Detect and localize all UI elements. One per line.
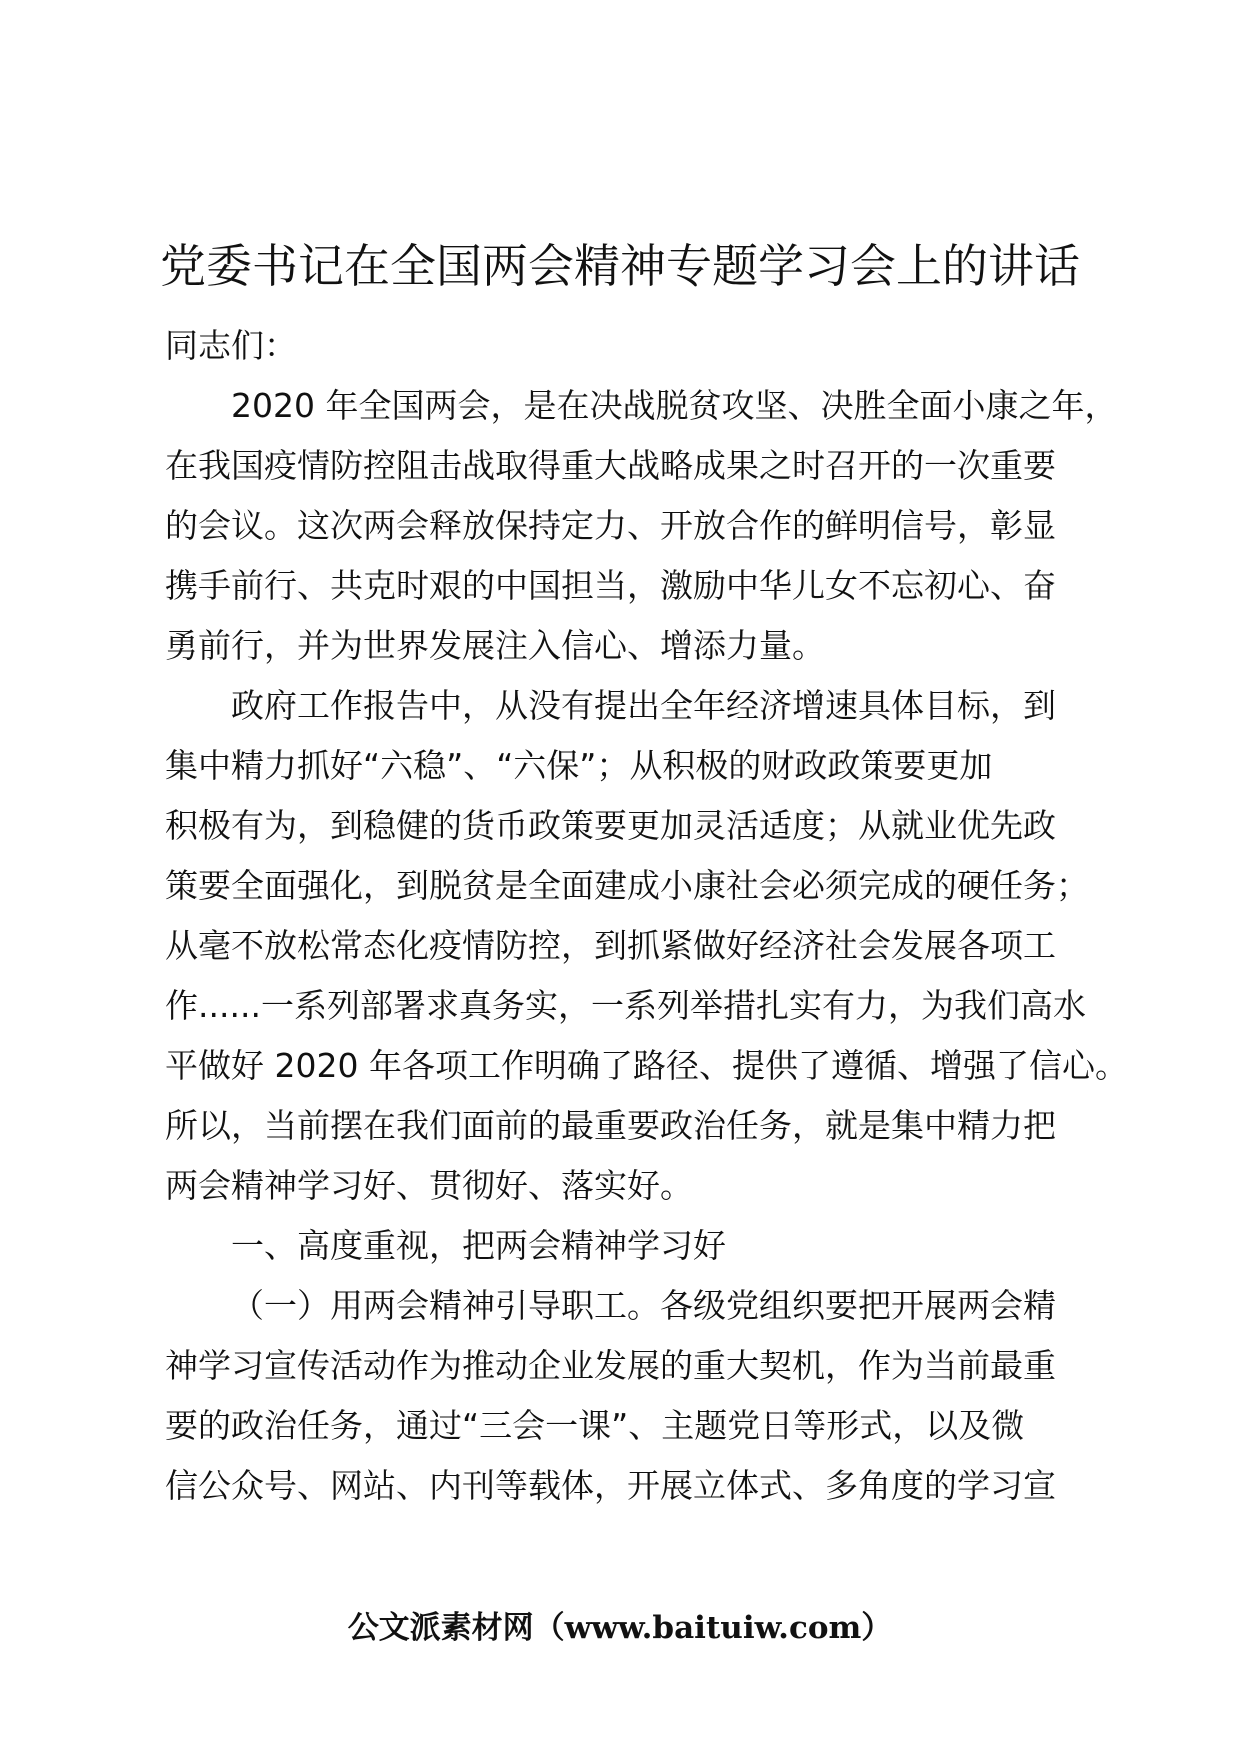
paragraph-line: 携手前行、共克时艰的中国担当，激励中华儿女不忘初心、奋 [165, 566, 1056, 605]
paragraph-line: 的会议。这次两会释放保持定力、开放合作的鲜明信号，彰显 [165, 506, 1056, 545]
paragraph-line: 作......一系列部署求真务实，一系列举措扎实有力，为我们高水 [165, 986, 1086, 1025]
paragraph-line: 策要全面强化，到脱贫是全面建成小康社会必须完成的硬任务； [165, 866, 1089, 905]
paragraph-line: 集中精力抓好“六稳”、“六保”；从积极的财政政策要更加 [165, 746, 993, 785]
footer-source: 公文派素材网（www.baituiw.com） [347, 1610, 893, 1646]
document-body [165, 316, 1128, 1516]
paragraph-line: 从毫不放松常态化疫情防控，到抓紧做好经济社会发展各项工 [165, 926, 1056, 965]
paragraph-line: 信公众号、网站、内刊等载体，开展立体式、多角度的学习宣 [165, 1466, 1056, 1505]
paragraph-line: 两会精神学习好、贯彻好、落实好。 [165, 1166, 693, 1205]
paragraph-line: 在我国疫情防控阻击战取得重大战略成果之时召开的一次重要 [165, 446, 1056, 485]
paragraph-line: （一）用两会精神引导职工。各级党组织要把开展两会精 [231, 1286, 1056, 1325]
document-title: 党委书记在全国两会精神专题学习会上的讲话 [160, 239, 1080, 293]
paragraph-line: 神学习宣传活动作为推动企业发展的重大契机，作为当前最重 [165, 1346, 1056, 1385]
paragraph-line: 积极有为，到稳健的货币政策要更加灵活适度；从就业优先政 [165, 806, 1056, 845]
paragraph-line: 2020 年全国两会，是在决战脱贫攻坚、决胜全面小康之年， [231, 386, 1118, 425]
section-heading: 一、高度重视，把两会精神学习好 [231, 1226, 726, 1265]
paragraph-line: 所以，当前摆在我们面前的最重要政治任务，就是集中精力把 [165, 1106, 1056, 1145]
paragraph-line: 勇前行，并为世界发展注入信心、增添力量。 [165, 626, 825, 665]
paragraph-line: 政府工作报告中，从没有提出全年经济增速具体目标，到 [231, 686, 1056, 725]
salutation: 同志们： [165, 326, 297, 365]
paragraph-line: 要的政治任务，通过“三会一课”、主题党日等形式，以及微 [165, 1406, 1025, 1445]
paragraph-line: 平做好 2020 年各项工作明确了路径、提供了遵循、增强了信心。 [165, 1046, 1128, 1085]
